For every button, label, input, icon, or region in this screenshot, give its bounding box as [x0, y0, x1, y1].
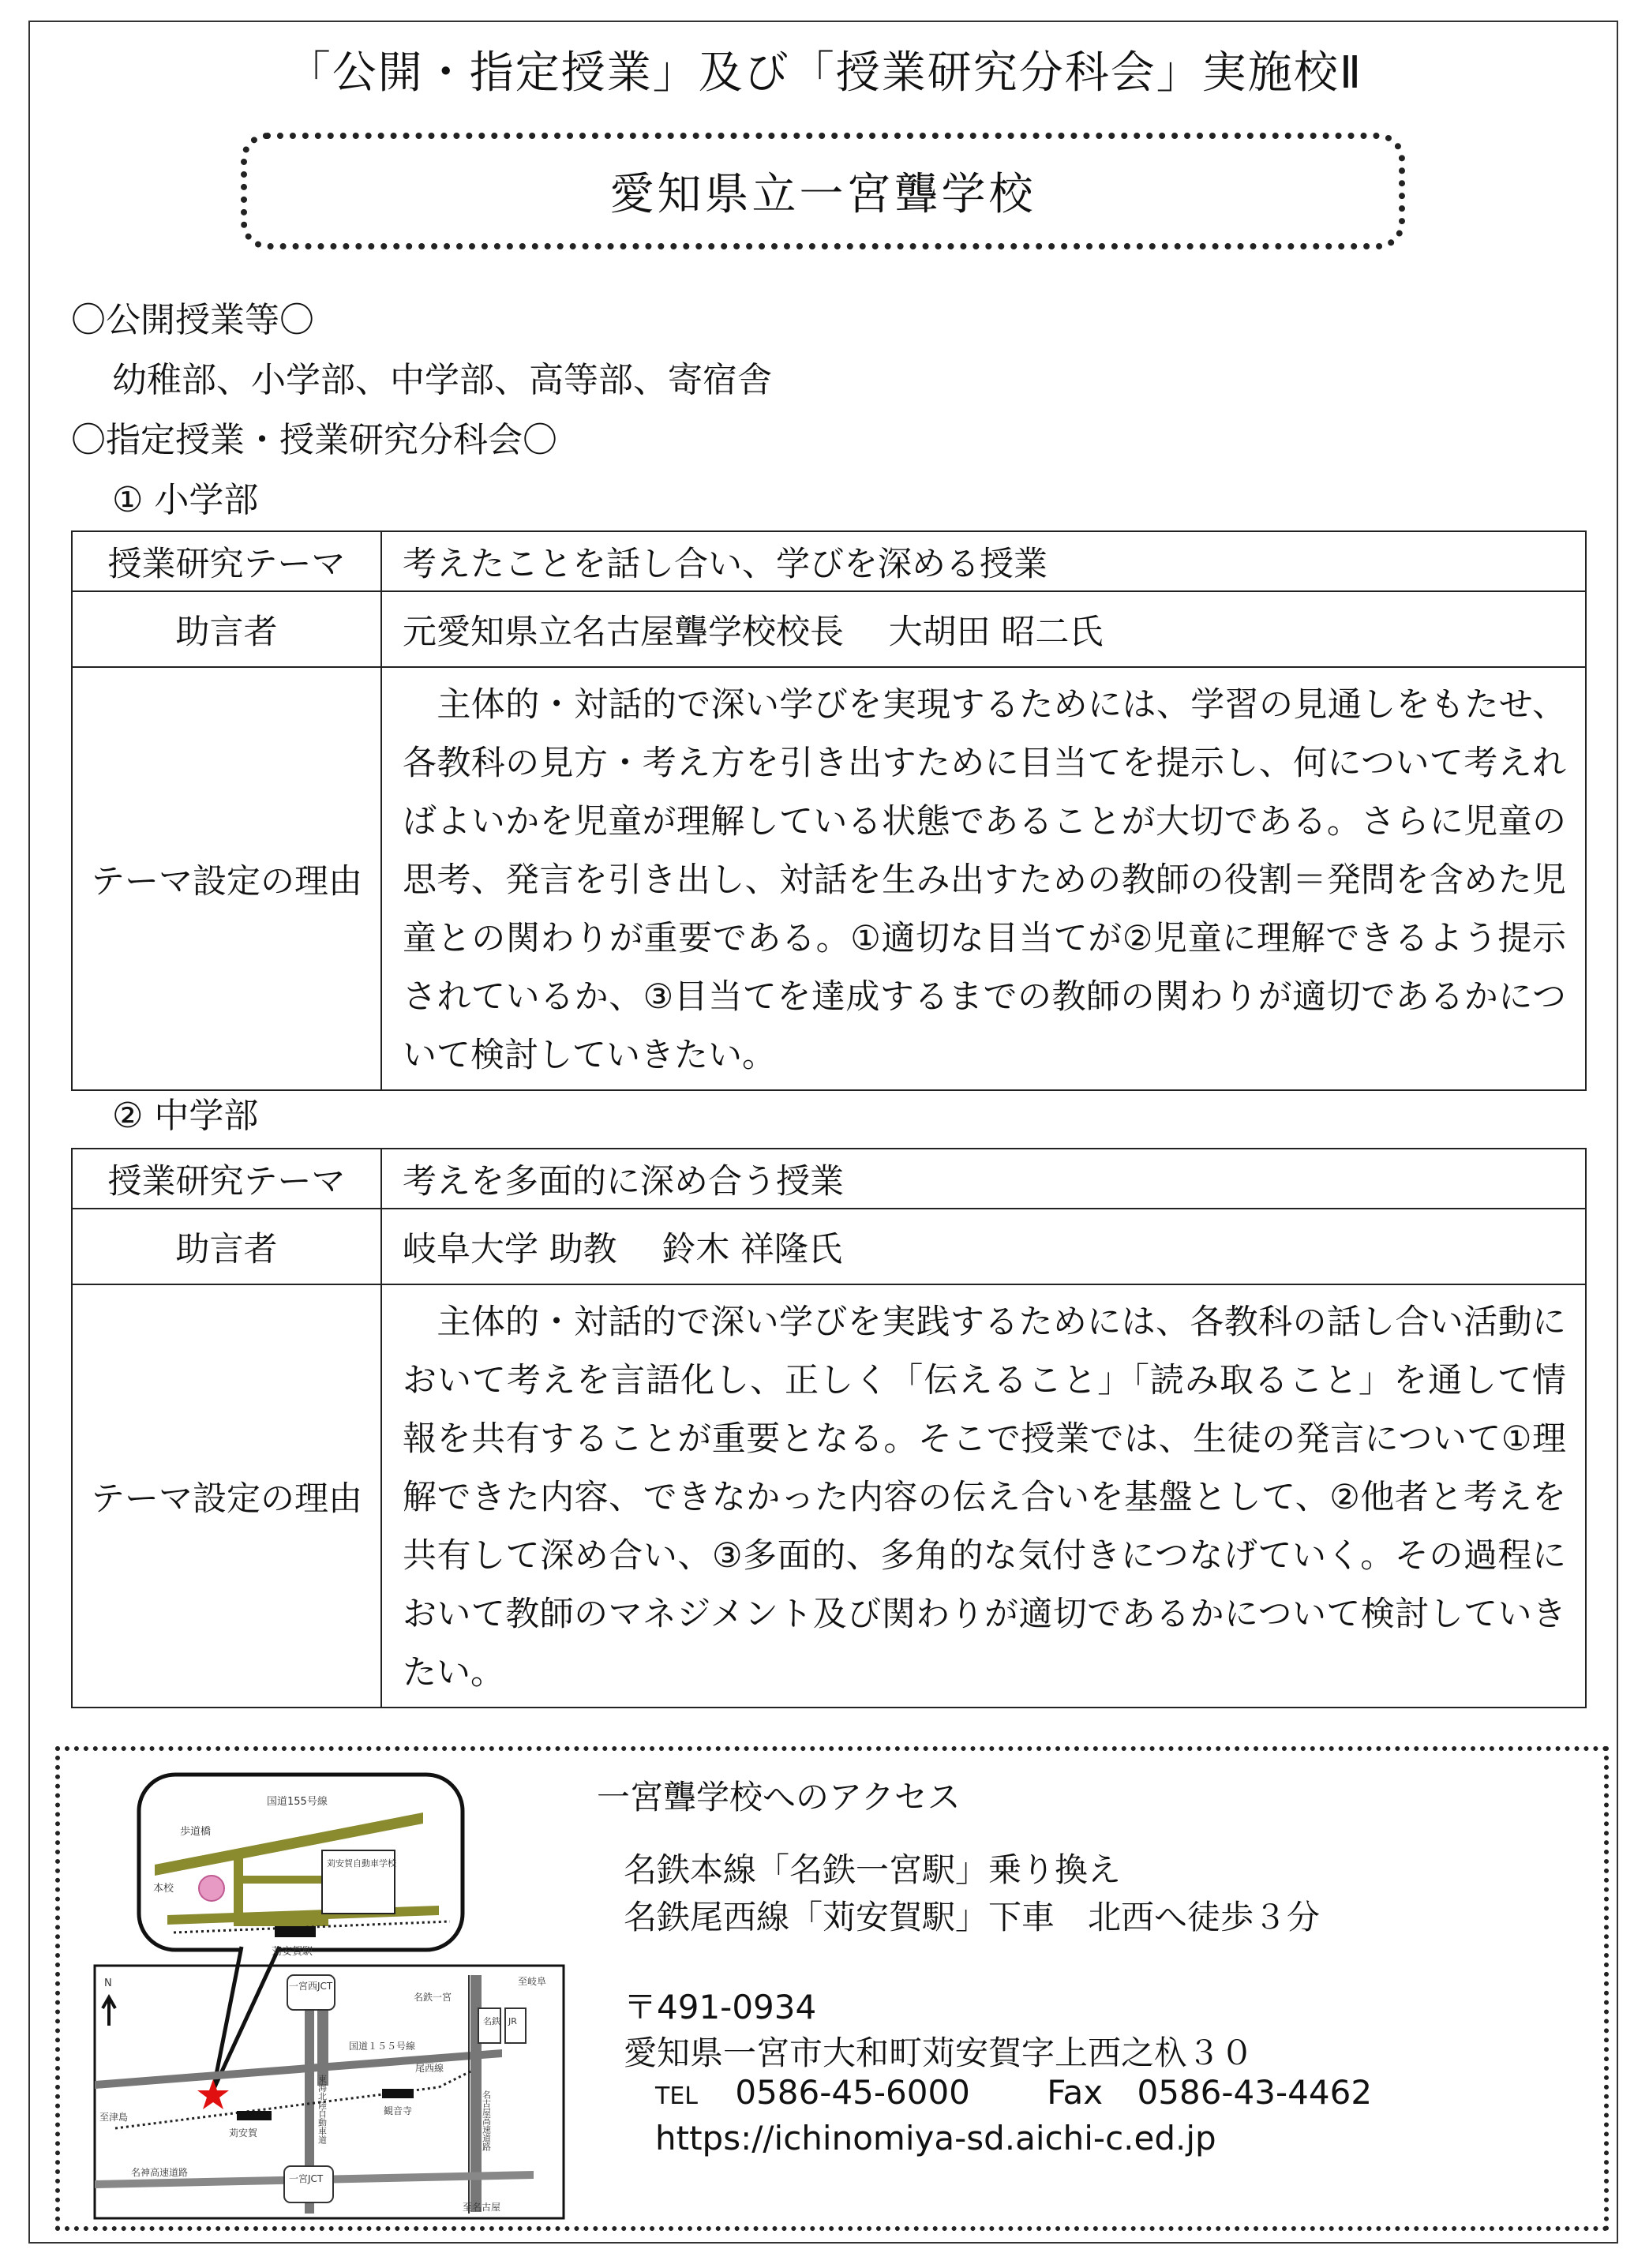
fax-label: Fax	[1047, 2073, 1104, 2112]
access-map	[92, 1771, 565, 2221]
reason-value: 主体的・対話的で深い学びを実現するためには、学習の見通しをもたせ、各教科の見方・考え方を引き出すために目当てを提示し、何について考えればよいかを児童が理解している状態であることが大切である。さらに児童の思考、発言を引き出し、対話を生み出すための教師の役割＝発問を含めた児童との関わりが重要である。①適切な目当てが②児童に理解できるよう提示されているか、③目当てを達成するまでの教師の関わりが適切であるかについて検討していきたい。	[381, 667, 1586, 1090]
tel-number: 0586-45-6000	[735, 2073, 970, 2112]
table-row	[72, 531, 1586, 591]
advisor-value: 岐阜大学 助教 鈴木 祥隆氏	[381, 1209, 1586, 1284]
map-label: 名鉄一宮	[414, 1992, 452, 2003]
table-row	[72, 1149, 1586, 1209]
reason-label: テーマ設定の理由	[72, 1284, 381, 1708]
fax-number: 0586-43-4462	[1137, 2073, 1373, 2112]
map-label: 国道155号線	[267, 1796, 328, 1808]
postal-code: 〒491-0934	[624, 1988, 817, 2026]
map-label: 苅安賀	[229, 2127, 258, 2139]
map-label: 本校	[153, 1883, 174, 1895]
map-label: 一宮西JCT	[289, 1981, 333, 1992]
access-route-1: 名鉄本線「名鉄一宮駅」乗り換え	[624, 1850, 1122, 1889]
theme-value: 考えたことを話し合い、学びを深める授業	[381, 531, 1586, 591]
school-marker-icon	[199, 1876, 224, 1901]
map-label: 苅安賀自動車学校	[327, 1858, 396, 1869]
reason-label: テーマ設定の理由	[72, 667, 381, 1090]
map-label: 至岐阜	[518, 1976, 547, 1987]
advisor-label: 助言者	[72, 1209, 381, 1284]
junior-high-heading: ② 中学部	[112, 1096, 259, 1136]
school-location-star-icon	[197, 2079, 229, 2109]
map-label: 一宮JCT	[289, 2173, 324, 2184]
map-label: 国道１５５号線	[349, 2041, 416, 2052]
tel-label: TEL	[655, 2082, 698, 2110]
map-label: JR	[508, 2016, 517, 2026]
theme-value: 考えを多面的に深め合う授業	[381, 1149, 1586, 1209]
elementary-table	[71, 530, 1587, 1091]
map-label: 歩道橋	[180, 1826, 212, 1838]
advisor-value: 元愛知県立名古屋聾学校校長 大胡田 昭二氏	[381, 591, 1586, 667]
address: 愛知県一宮市大和町苅安賀字上西之杁３０	[624, 2034, 1254, 2072]
advisor-label: 助言者	[72, 591, 381, 667]
access-heading: 一宮聾学校へのアクセス	[597, 1778, 961, 1816]
junior-high-table	[71, 1148, 1587, 1708]
school-name-box	[241, 133, 1405, 249]
map-label: 至名古屋	[463, 2202, 501, 2213]
map-label: 苅安賀駅	[272, 1946, 313, 1958]
website-link[interactable]: https://ichinomiya-sd.aichi-c.ed.jp	[655, 2119, 1216, 2157]
school-name: 愛知県立一宮聾学校	[609, 169, 1036, 220]
table-row	[72, 1209, 1586, 1284]
map-label: 名鉄	[483, 2016, 500, 2026]
public-lessons-departments: 幼稚部、小学部、中学部、高等部、寄宿舎	[112, 360, 772, 400]
phone-fax-line	[655, 2073, 1372, 2112]
map-label: 名古屋高速道路	[481, 2090, 492, 2151]
map-label: 名神高速道路	[131, 2167, 189, 2178]
access-route-2: 名鉄尾西線「苅安賀駅」下車 北西へ徒歩３分	[624, 1898, 1321, 1936]
table-row	[72, 1284, 1586, 1708]
table-row	[72, 667, 1586, 1090]
map-label: 至津島	[99, 2112, 129, 2123]
north-label: N	[104, 1977, 112, 1989]
page-title: 「公開・指定授業」及び「授業研究分科会」実施校Ⅱ	[286, 47, 1363, 99]
theme-label: 授業研究テーマ	[72, 531, 381, 591]
theme-label: 授業研究テーマ	[72, 1149, 381, 1209]
reason-value: 主体的・対話的で深い学びを実践するためには、各教科の話し合い活動において考えを言語化し、正しく「伝えること」「読み取ること」を通して情報を共有することが重要となる。そこで授業では、生徒の発言について①理解できた内容、できなかった内容の伝え合いを基盤として、②他者と考えを共有して深め合い、③多面的、多角的な気付きにつなげていく。その過程において教師のマネジメント及び関わりが適切であるかについて検討していきたい。	[381, 1284, 1586, 1708]
table-row	[72, 591, 1586, 667]
map-label: 尾西線	[415, 2063, 444, 2074]
elementary-heading: ① 小学部	[112, 480, 259, 520]
public-lessons-heading: 〇公開授業等〇	[71, 300, 314, 340]
map-label: 東海北陸自動車道	[317, 2075, 328, 2144]
north-arrow-icon	[103, 1997, 115, 2026]
map-label: 観音寺	[384, 2105, 413, 2116]
designated-lessons-heading: 〇指定授業・授業研究分科会〇	[71, 420, 557, 460]
